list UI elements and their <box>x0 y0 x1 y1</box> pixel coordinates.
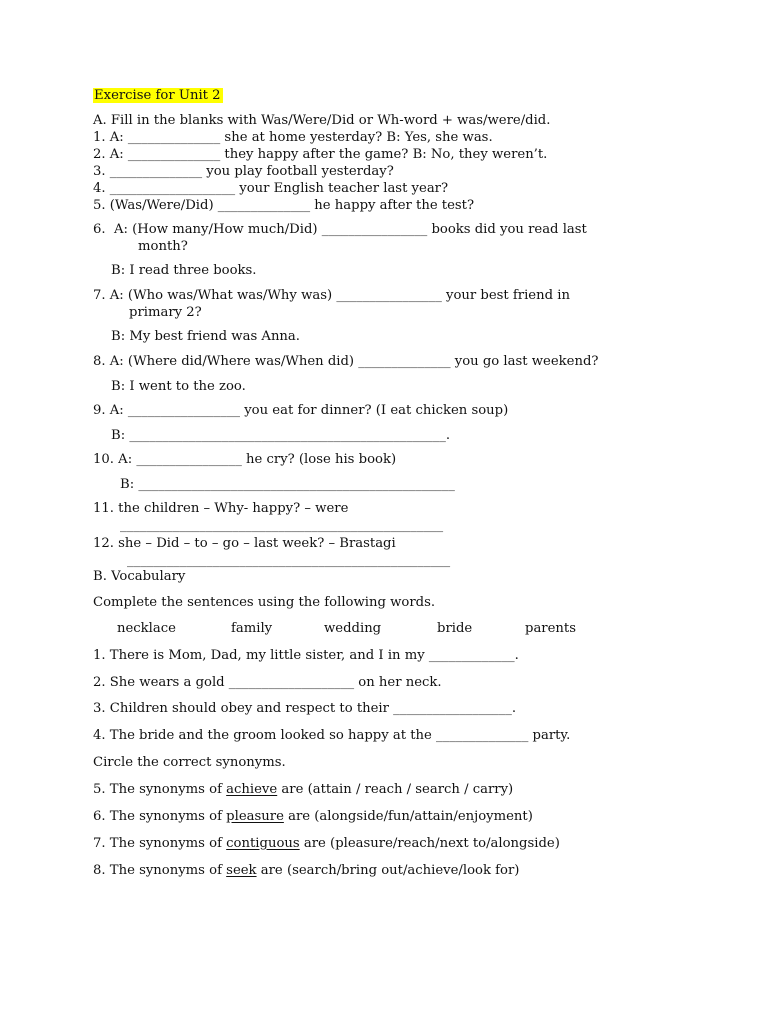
synonym-prefix: The synonyms of <box>109 782 222 797</box>
question-9-a: 9. A: _________________ you eat for dinner? (I eat chicken soup) <box>93 403 509 418</box>
synonym-number: 8. <box>93 863 106 878</box>
question-11: 11. the children – Why- happy? – were <box>93 501 349 516</box>
question-6-b: B: I read three books. <box>111 263 257 278</box>
word-bank-item: necklace <box>117 621 176 636</box>
synonym-item <box>93 809 533 825</box>
word-bank-item: parents <box>525 621 576 636</box>
synonym-mid: are <box>303 836 326 851</box>
page-title <box>93 88 223 104</box>
vocab-sentence-2: 2. She wears a gold ___________________ on her neck. <box>93 675 442 690</box>
synonym-item <box>93 836 560 852</box>
synonym-number: 7. <box>93 836 106 851</box>
word-bank-item: wedding <box>324 621 382 636</box>
question-11-answer-line: _________________________________________________ <box>120 518 444 533</box>
question-6-a: 6. A: (How many/How much/Did) ________________ books did you read last <box>93 222 587 237</box>
question-12: 12. she – Did – to – go – last week? – Brastagi <box>93 536 396 551</box>
question-7-b: B: My best friend was Anna. <box>111 329 300 344</box>
synonym-target-word: achieve <box>226 782 278 797</box>
highlighted-title: Exercise for Unit 2 <box>94 88 221 103</box>
question-3: 3. ______________ you play football yesterday? <box>93 164 394 179</box>
synonym-options: (search/bring out/achieve/look for) <box>286 863 520 878</box>
section-b-instruction: Complete the sentences using the following words. <box>93 595 436 610</box>
synonym-mid: are <box>288 809 311 824</box>
vocab-sentence-1: 1. There is Mom, Dad, my little sister, and I in my _____________. <box>93 648 519 663</box>
question-10-a: 10. A: ________________ he cry? (lose his book) <box>93 452 397 467</box>
synonym-target-word: pleasure <box>226 809 284 824</box>
question-12-answer-line: _________________________________________________ <box>127 553 451 568</box>
synonym-mid: are <box>260 863 283 878</box>
word-bank-item: family <box>231 621 273 636</box>
synonym-item <box>93 863 519 879</box>
question-6-a-cont: month? <box>138 239 188 254</box>
question-8-b: B: I went to the zoo. <box>111 379 246 394</box>
question-10-b: B: ________________________________________________ <box>120 477 455 492</box>
synonym-options: (attain / reach / search / carry) <box>307 782 514 797</box>
synonym-item <box>93 782 513 798</box>
question-7-a-cont: primary 2? <box>129 305 202 320</box>
synonym-prefix: The synonyms of <box>109 809 222 824</box>
vocab-sentence-4: 4. The bride and the groom looked so happy at the ______________ party. <box>93 728 571 743</box>
section-a-instruction: A. Fill in the blanks with Was/Were/Did or Wh-word + was/were/did. <box>93 113 551 128</box>
synonym-options: (pleasure/reach/next to/alongside) <box>330 836 560 851</box>
synonym-mid: are <box>281 782 304 797</box>
question-1: 1. A: ______________ she at home yesterday? B: Yes, she was. <box>93 130 493 145</box>
question-7-a: 7. A: (Who was/What was/Why was) ________________ your best friend in <box>93 288 570 303</box>
word-bank-item: bride <box>437 621 473 636</box>
synonym-prefix: The synonyms of <box>109 836 222 851</box>
synonym-target-word: seek <box>226 863 257 878</box>
section-b-heading: B. Vocabulary <box>93 569 186 584</box>
question-9-b: B: ________________________________________________. <box>111 428 451 443</box>
question-4: 4. ___________________ your English teacher last year? <box>93 181 449 196</box>
synonym-target-word: contiguous <box>226 836 300 851</box>
synonym-number: 5. <box>93 782 106 797</box>
circle-instruction: Circle the correct synonyms. <box>93 755 286 770</box>
synonym-number: 6. <box>93 809 106 824</box>
question-8-a: 8. A: (Where did/Where was/When did) ______________ you go last weekend? <box>93 354 599 369</box>
synonym-prefix: The synonyms of <box>109 863 222 878</box>
question-2: 2. A: ______________ they happy after the game? B: No, they weren’t. <box>93 147 548 162</box>
synonym-options: (alongside/fun/attain/enjoyment) <box>314 809 533 824</box>
vocab-sentence-3: 3. Children should obey and respect to their __________________. <box>93 701 517 716</box>
question-5: 5. (Was/Were/Did) ______________ he happy after the test? <box>93 198 475 213</box>
